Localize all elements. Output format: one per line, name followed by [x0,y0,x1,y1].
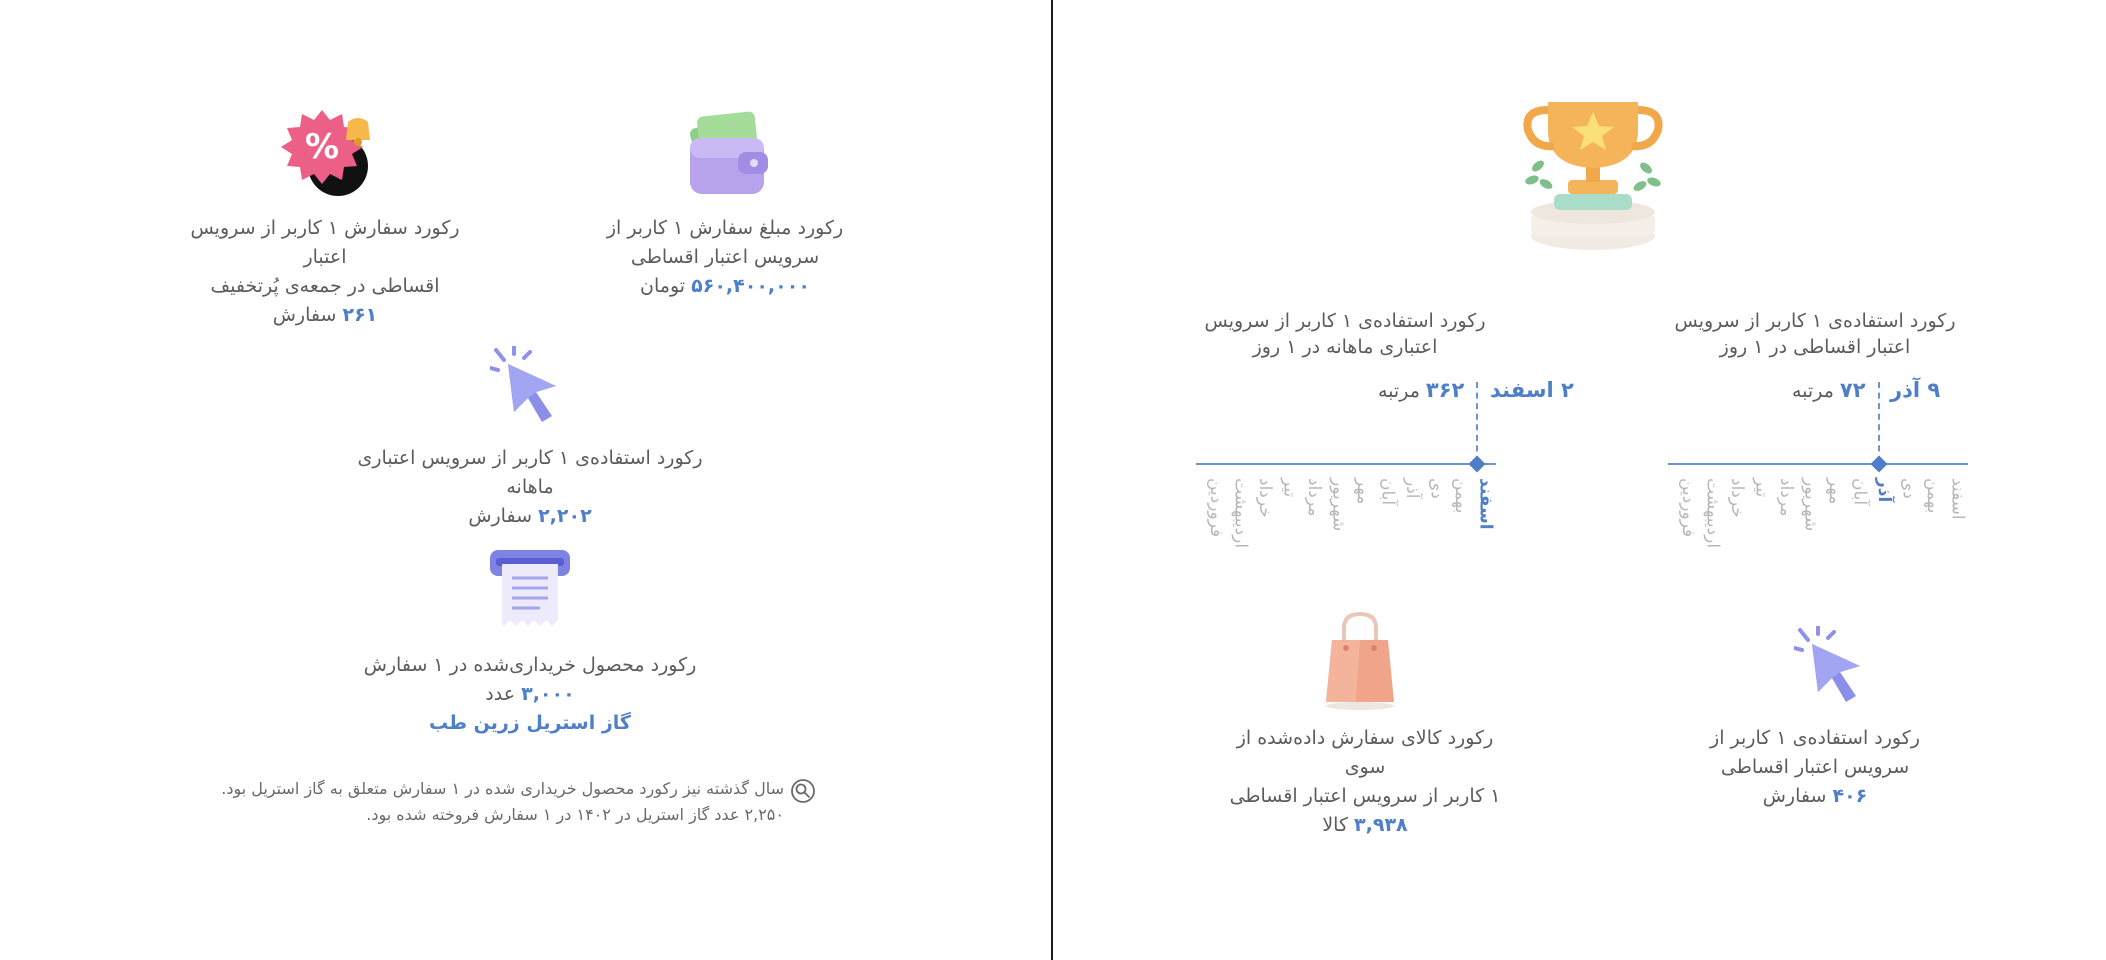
month-label: مهر [1825,478,1845,505]
monthly-daily-timeline [1196,463,1496,465]
footnote-line1: سال گذشته نیز رکورد محصول خریداری شده در ۱ سفارش متعلق به گاز استریل بود. [221,779,784,798]
installment-daily-count-unit: مرتبه [1792,380,1834,402]
monthly-card [340,444,720,531]
footnote-line2: ۲,۲۵۰ عدد گاز استریل در ۱۴۰۲ در ۱ سفارش فروخته شده بود. [366,805,784,824]
wallet-card-line2: سرویس اعتبار اقساطی [630,246,820,268]
discount-badge-icon [280,104,380,200]
month-label: آبان [1849,478,1870,506]
goods-card [1220,724,1510,840]
month-label: تیر [1751,478,1772,498]
monthly-daily-count: ۳۶۲ [1425,378,1465,402]
month-label: مرداد [1304,478,1324,517]
month-label: بهمن [1451,478,1471,514]
month-label: مرداد [1776,478,1796,517]
installment-daily-line1: رکورد استفاده‌ی ۱ کاربر از سرویس [1674,310,1956,332]
monthly-card-value: ۲,۲۰۲ [538,505,592,527]
page-divider [1051,0,1053,960]
installment-usage-value: ۴۰۶ [1832,785,1868,807]
month-label: شهریور [1328,478,1349,532]
wallet-card-value-row [600,272,850,301]
discount-card-line2: اقساطی در جمعه‌ی پُرتخفیف [210,275,440,297]
installment-usage-line2: سرویس اعتبار اقساطی [1720,756,1910,778]
installment-daily-marker-line [1878,382,1880,462]
month-label: خرداد [1255,478,1275,518]
search-icon [790,778,816,804]
installment-usage-line1: رکورد استفاده‌ی ۱ کاربر از [1710,727,1920,749]
month-label: دی [1426,478,1447,499]
month-label: آبان [1377,478,1398,506]
monthly-daily-marker-line [1476,382,1478,462]
installment-daily-date: ۹ آذر [1890,378,1941,402]
svg-text:%: % [304,127,340,167]
product-card-value-row [360,680,700,709]
month-label: اردیبهشت [1702,478,1723,549]
goods-card-value-row [1220,811,1510,840]
month-label: اسفند [1475,478,1496,530]
monthly-daily-line2: اعتباری ماهانه در ۱ روز [1252,336,1438,358]
month-label: فروردین [1678,478,1698,538]
product-card-product-name: گاز استریل زرین طب [429,712,631,734]
monthly-daily-marker [1469,456,1486,473]
month-label: مهر [1353,478,1373,505]
month-label: شهریور [1800,478,1821,532]
monthly-daily-card [1200,308,1490,360]
cursor-click-icon [1794,626,1870,708]
shopping-bag-icon [1322,610,1398,710]
month-label: دی [1898,478,1919,499]
goods-card-line2: ۱ کاربر از سرویس اعتبار اقساطی [1229,785,1501,807]
trophy-icon [1518,96,1668,252]
month-label: اردیبهشت [1230,478,1251,549]
installment-daily-marker [1871,456,1888,473]
wallet-icon [684,108,774,200]
installment-daily-line2: اعتبار اقساطی در ۱ روز [1719,336,1911,358]
receipt-icon [488,546,572,628]
month-label: فروردین [1206,478,1226,538]
product-card [360,651,700,738]
monthly-daily-date: ۲ اسفند [1490,378,1574,402]
installment-daily-card [1670,308,1960,360]
goods-card-line1: رکورد کالای سفارش داده‌شده از سوی [1236,727,1494,778]
month-label: بهمن [1923,478,1943,514]
discount-card-value: ۲۶۱ [342,304,378,326]
installment-usage-card [1700,724,1930,811]
wallet-card-line1: رکورد مبلغ سفارش ۱ کاربر از [606,217,844,239]
monthly-daily-count-unit: مرتبه [1378,380,1420,402]
monthly-daily-line1: رکورد استفاده‌ی ۱ کاربر از سرویس [1204,310,1486,332]
monthly-daily-count-row [1378,378,1464,402]
discount-card-line1: رکورد سفارش ۱ کاربر از سرویس اعتبار [190,217,460,268]
wallet-card [600,214,850,301]
monthly-card-unit: سفارش [468,505,533,527]
discount-card-value-row [180,301,470,330]
discount-card-unit: سفارش [272,304,337,326]
discount-card [180,214,470,330]
installment-usage-value-row [1700,782,1930,811]
month-label: خرداد [1727,478,1747,518]
goods-card-value: ۳,۹۳۸ [1354,814,1408,836]
month-label: آذر [1402,478,1422,499]
month-label: اسفند [1947,478,1968,520]
wallet-card-unit: تومان [640,275,686,297]
product-card-value: ۳,۰۰۰ [521,683,575,705]
installment-daily-timeline [1668,463,1968,465]
monthly-card-line1: رکورد استفاده‌ی ۱ کاربر از سرویس اعتباری ماهانه [357,447,703,498]
month-label: آذر [1874,478,1894,503]
wallet-card-value: ۵۶۰,۴۰۰,۰۰۰ [691,275,810,297]
cursor-click-icon [490,346,566,428]
installment-usage-unit: سفارش [1762,785,1827,807]
product-card-unit: عدد [485,683,516,705]
installment-daily-count-row [1792,378,1866,402]
product-card-line1: رکورد محصول خریداری‌شده در ۱ سفارش [363,654,697,676]
installment-daily-count: ۷۲ [1839,378,1866,402]
monthly-card-value-row [340,502,720,531]
goods-card-unit: کالا [1322,814,1348,836]
month-label: تیر [1279,478,1300,498]
footnote [200,776,784,828]
